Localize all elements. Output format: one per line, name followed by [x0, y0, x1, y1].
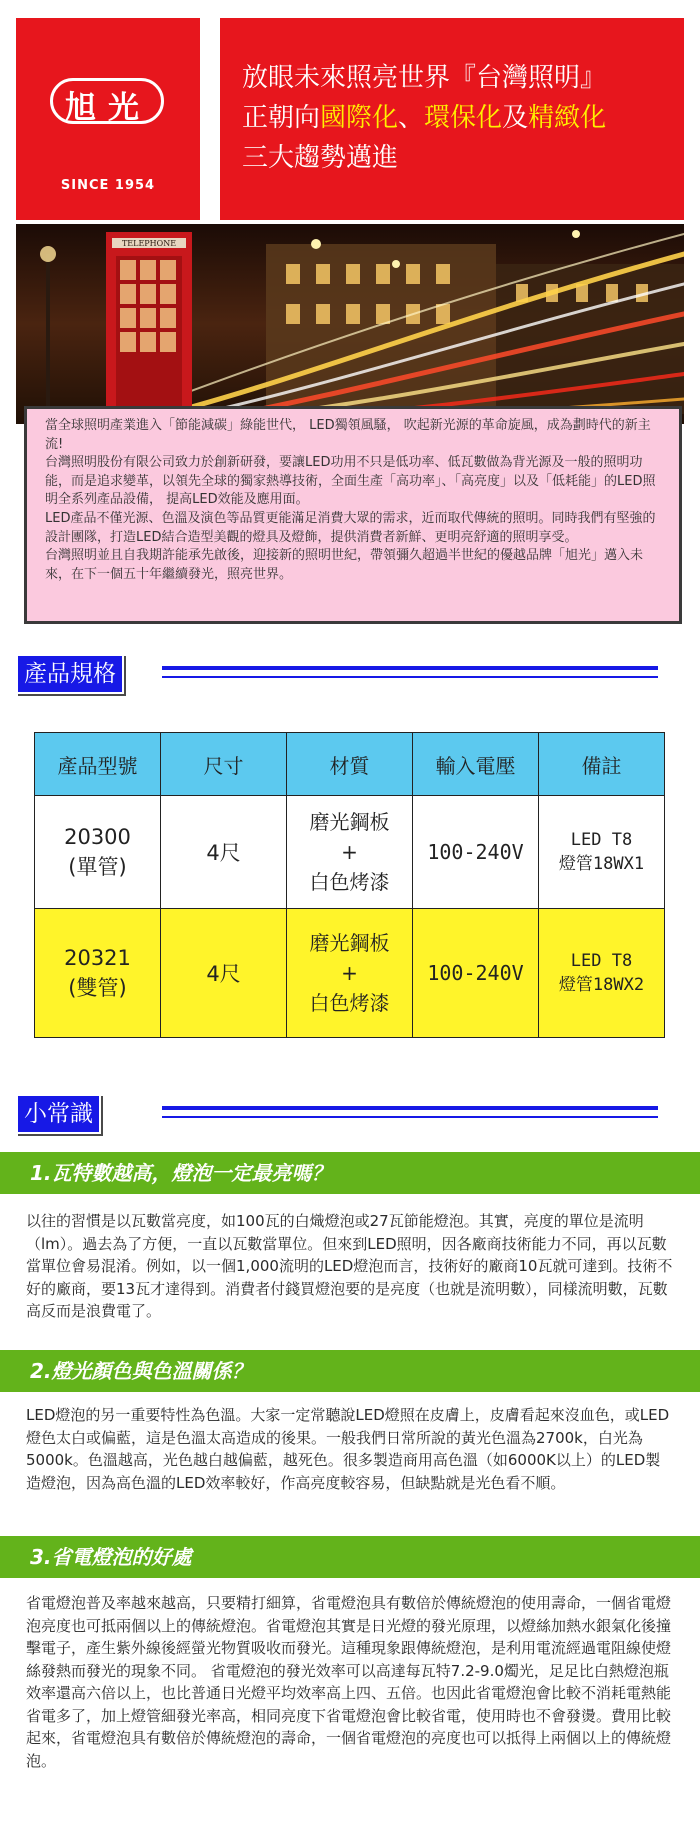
cell-size: 4尺 — [161, 909, 287, 1038]
headline-line-1: 放眼未來照亮世界『台灣照明』 — [242, 63, 607, 93]
headline-sep: 、 — [398, 103, 425, 133]
company-intro-box — [24, 406, 682, 624]
spec-section-title: 產品規格 — [16, 654, 124, 694]
tips-title-rule — [162, 1106, 658, 1110]
highlight-international: 國際化 — [320, 103, 399, 133]
tip-body-color-temp: LED燈泡的另一重要特性為色溫。大家一定常聽說LED燈照在皮膚上，皮膚看起來沒血色，或LED燈色太白或偏藍，這是色溫太高造成的後果。一般我們日常所說的黃光色溫為2700k，白光為5000k。色溫越高，光色越白越偏藍，越死色。很多製造商用高色溫（如6000K以上）的LED製造燈泡，因為高色溫的LED效率較好，作高亮度較容易，但缺點就是光色看不順。 — [26, 1406, 670, 1492]
tips-title-rule-thin — [162, 1116, 658, 1118]
model-number: 20321 — [64, 946, 131, 970]
material-plus: + — [341, 961, 358, 985]
note-line-2: 燈管18WX2 — [558, 975, 645, 995]
material-1: 磨光鋼板 — [309, 931, 390, 955]
header-notes: 備註 — [539, 733, 665, 796]
note-line-2: 燈管18WX1 — [558, 854, 645, 874]
intro-paragraph: 當全球照明產業進入「節能減碳」綠能世代， LED獨領風騷， 吹起新光源的革命旋風，成為劃時代的新主流! — [45, 418, 651, 452]
cell-size: 4尺 — [161, 796, 287, 909]
cell-model — [35, 909, 161, 1038]
material-1: 磨光鋼板 — [309, 810, 390, 834]
header-voltage: 輸入電壓 — [413, 733, 539, 796]
table-row — [35, 796, 665, 909]
logo-text: 旭光 — [65, 90, 151, 126]
cell-notes — [539, 909, 665, 1038]
cell-voltage: 100-240V — [413, 909, 539, 1038]
note-line-1: LED T8 — [570, 830, 633, 850]
model-type: (單管) — [68, 855, 127, 879]
highlight-refined: 精緻化 — [528, 103, 607, 133]
headline-banner — [220, 18, 684, 220]
intro-paragraph: 台灣照明並且自我期許能承先啟後，迎接新的照明世紀，帶領彌久超過半世紀的優越品牌「旭光」邁入未來，在下一個五十年繼續發光，照亮世界。 — [45, 548, 644, 582]
model-number: 20300 — [64, 825, 131, 849]
header-size: 尺寸 — [161, 733, 287, 796]
cell-material — [287, 796, 413, 909]
headline-line-3: 三大趨勢邁進 — [242, 143, 399, 173]
night-street-photo — [16, 224, 684, 424]
spec-title-rule-thin — [162, 676, 658, 678]
tip-heading-color-temp: 2.燈光顏色與色溫關係？ — [0, 1350, 700, 1392]
logo-since: SINCE 1954 — [60, 178, 156, 193]
model-type: (雙管) — [68, 976, 127, 1000]
tip-body-watts: 以往的習慣是以瓦數當亮度，如100瓦的白熾燈泡或27瓦節能燈泡。其實，亮度的單位是流明（lm）。過去為了方便，一直以瓦數當單位。但來到LED照明，因各廠商技術能力不同，再以瓦數當單位會易混淆。例如，以一個1,000流明的LED燈泡而言，技術好的廠商10瓦就可達到。技術不好的廠商，要13瓦才達得到。消費者付錢買燈泡要的是亮度（也就是流明數），同樣流明數，瓦數高反而是浪費電了。 — [26, 1212, 673, 1320]
cell-material — [287, 909, 413, 1038]
material-2: 白色烤漆 — [309, 870, 390, 894]
highlight-eco: 環保化 — [424, 103, 503, 133]
table-header-row — [35, 733, 665, 796]
headline-prefix: 正朝向 — [242, 103, 321, 133]
cell-model — [35, 796, 161, 909]
intro-paragraph: 台灣照明股份有限公司致力於創新研發，要讓LED功用不只是低功率、低瓦數做為背光源及一般的照明功能，而是追求變革，以領先全球的獨家熱導技術，全面生產「高功率」、「高亮度」以及「低耗能」的LED照明全系列產品設備， 提高LED效能及應用面。 — [45, 455, 656, 508]
note-line-1: LED T8 — [570, 951, 633, 971]
intro-paragraph: LED產品不僅光源、色溫及演色等品質更能滿足消費大眾的需求，近而取代傳統的照明。同時我們有堅強的設計團隊，打造LED結合造型美觀的燈具及燈飾，提供消費者新鮮、更明亮舒適的照明享受。 — [45, 510, 656, 545]
tip-heading-watts: 1.瓦特數越高，燈泡一定最亮嗎？ — [0, 1152, 700, 1194]
headline-line-2 — [242, 100, 606, 136]
street-illustration — [16, 224, 684, 424]
spec-table — [34, 732, 665, 1038]
spec-title-rule — [162, 666, 658, 670]
cell-voltage: 100-240V — [413, 796, 539, 909]
header-model: 產品型號 — [35, 733, 161, 796]
brand-logo — [16, 18, 200, 220]
cell-notes — [539, 796, 665, 909]
material-plus: + — [341, 840, 358, 864]
header-material: 材質 — [287, 733, 413, 796]
material-2: 白色烤漆 — [309, 991, 390, 1015]
headline-sep: 及 — [502, 103, 529, 133]
tips-section-title: 小常識 — [16, 1094, 101, 1134]
tip-body-energy-saving: 省電燈泡普及率越來越高，只要精打細算，省電燈泡具有數倍於傳統燈泡的使用壽命，一個省電燈泡亮度也可抵兩個以上的傳統燈泡。省電燈泡其實是日光燈的發光原理，以燈絲加熱水銀氣化後撞擊電子，產生紫外線後經螢光物質吸收而發光。這種現象跟傳統燈泡，是利用電流經過電阻線使燈絲發熱而發光的現象不同。 省電燈泡的發光效率可以高達每瓦特7.2-9.0燭光，足足比白熱燈泡瓶效率還高六倍以上，也比普通日光燈平均效率高上四、五倍。也因此省電燈泡會比較不消耗電熱能省電多了，加上燈管細發光率高，相同亮度下省電燈泡會比較省電，使用時也不會發燙。費用比較起來，省電燈泡具有數倍於傳統燈泡的壽命，一個省電燈泡的亮度也可以抵得上兩個以上的傳統燈泡。 — [26, 1594, 672, 1770]
table-row — [35, 909, 665, 1038]
booth-sign-text: TELEPHONE — [121, 239, 177, 248]
tip-heading-energy-saving: 3.省電燈泡的好處 — [0, 1536, 700, 1578]
